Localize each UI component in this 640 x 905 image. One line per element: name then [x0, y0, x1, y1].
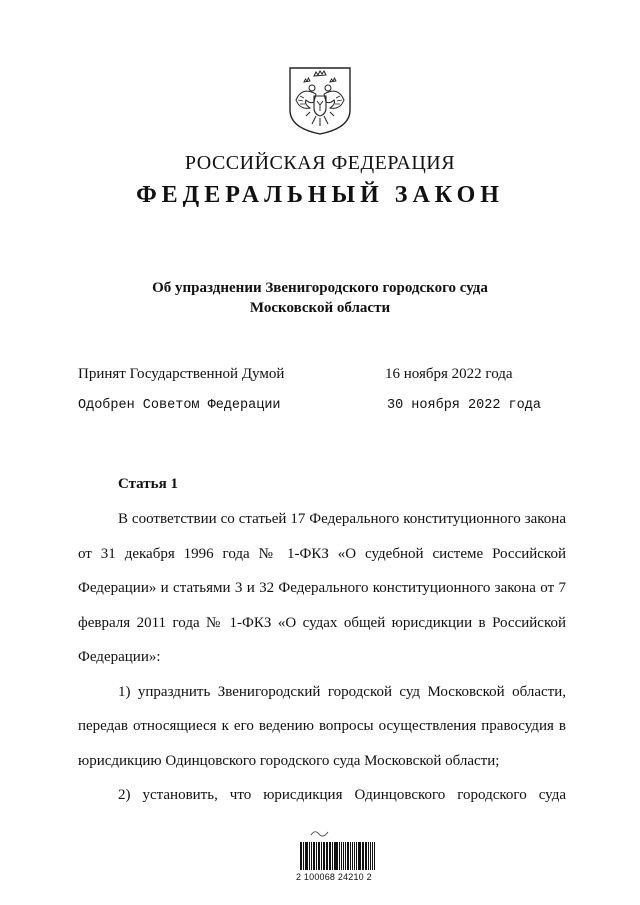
- barcode-bar: [305, 842, 306, 870]
- council-approval-date: 30 ноября 2022 года: [387, 398, 541, 413]
- barcode-bar: [324, 842, 325, 870]
- document-type: ФЕДЕРАЛЬНЫЙ ЗАКОН: [136, 182, 504, 208]
- coat-of-arms-emblem-icon: [288, 66, 352, 136]
- barcode-bar: [309, 842, 310, 870]
- article-paragraph: В соответствии со статьей 17 Федерального конституционного закона от 31 декабря 1996 года № 1-ФКЗ «О судебной системе Российской Федерации» и статьями 3 и 32 Федерального конституционного закона от 7 февраля 2011 года № 1-ФКЗ «О судах общей юрисдикции в Российской Федерации»:: [78, 511, 566, 665]
- barcode: [300, 842, 376, 870]
- barcode-bar: [372, 842, 374, 870]
- barcode-bar: [365, 842, 367, 870]
- law-title-line: Московской области: [249, 300, 391, 316]
- council-approval-label: Одобрен Советом Федерации: [78, 398, 281, 413]
- barcode-bar: [329, 842, 331, 870]
- barcode-bar: [352, 842, 353, 870]
- duma-adoption-date: 16 ноября 2022 года: [385, 366, 513, 382]
- barcode-bar: [362, 842, 363, 870]
- barcode-bar: [334, 842, 335, 870]
- barcode-bar: [316, 842, 317, 870]
- barcode-bar: [354, 842, 356, 870]
- article-body: [78, 502, 566, 813]
- barcode-bar: [341, 842, 342, 870]
- handwritten-mark-icon: [310, 828, 330, 838]
- law-title: [0, 278, 640, 318]
- barcode-bar: [311, 842, 312, 870]
- barcode-bar: [313, 842, 316, 870]
- country-name: РОССИЙСКАЯ ФЕДЕРАЦИЯ: [184, 152, 456, 174]
- barcode-bar: [374, 842, 375, 870]
- article-paragraph: 2) установить, что юрисдикция Одинцовского городского суда: [118, 787, 566, 803]
- barcode-bar: [347, 842, 349, 870]
- barcode-bar: [318, 842, 320, 870]
- barcode-bar: [335, 842, 338, 870]
- barcode-bar: [368, 842, 369, 870]
- barcode-bar: [370, 842, 371, 870]
- barcode-bar: [345, 842, 346, 870]
- article-heading: Статья 1: [118, 476, 178, 492]
- barcode-bar: [343, 842, 345, 870]
- document-footer: [296, 826, 382, 886]
- barcode-bar: [303, 842, 304, 870]
- barcode-bar: [339, 842, 340, 870]
- barcode-number: 2 100068 24210 2: [296, 872, 372, 882]
- barcode-bar: [323, 842, 324, 870]
- barcode-bar: [321, 842, 322, 870]
- barcode-bar: [306, 842, 308, 870]
- article-paragraph: 1) упразднить Звенигородский городской суд Московской области, передав относящиеся к его ведению вопросы осуществления правосудия в юрисдикцию Одинцовского городского суда Московской области;: [78, 683, 566, 769]
- barcode-bar: [356, 842, 357, 870]
- barcode-bar: [300, 842, 302, 870]
- duma-adoption-label: Принят Государственной Думой: [78, 366, 285, 382]
- barcode-bar: [358, 842, 361, 870]
- barcode-bar: [326, 842, 328, 870]
- barcode-bar: [332, 842, 333, 870]
- barcode-bar: [350, 842, 351, 870]
- law-title-line: Об упразднении Звенигородского городского суда: [152, 280, 488, 296]
- barcode-bar: [363, 842, 364, 870]
